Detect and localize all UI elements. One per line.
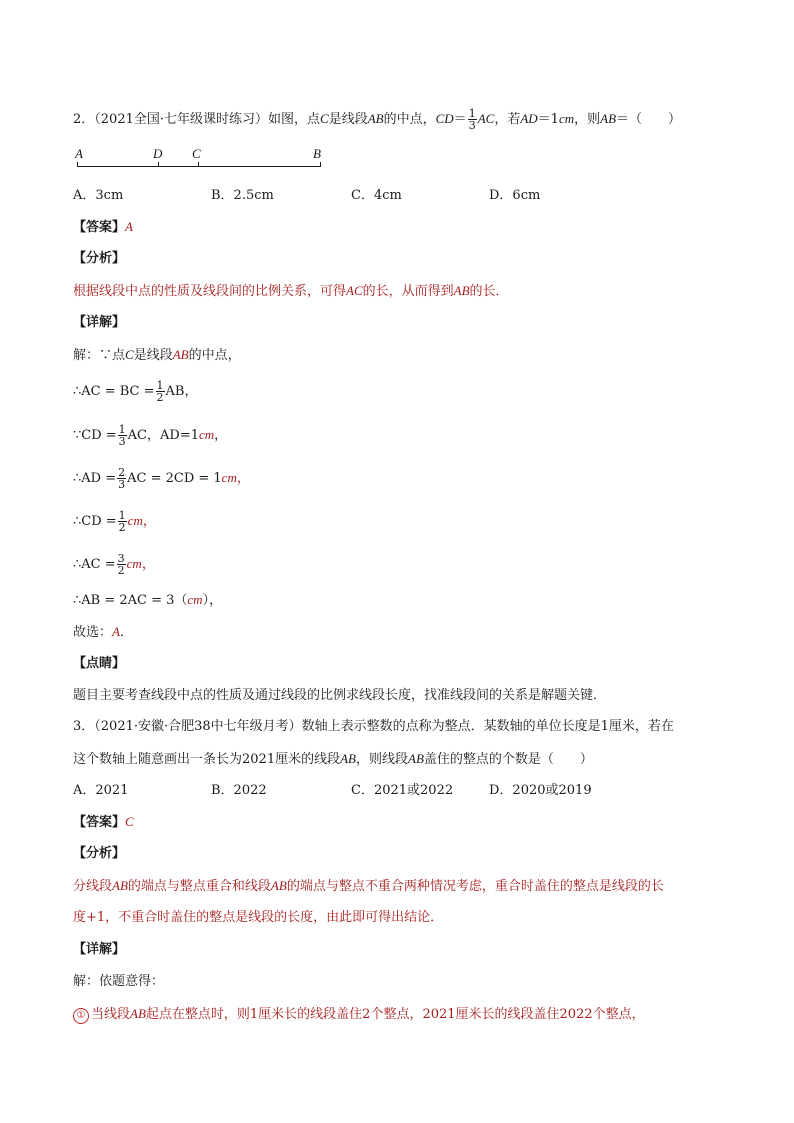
- text: 这个数轴上随意画出一条长为2021厘米的线段: [73, 752, 341, 767]
- text: AB，: [165, 384, 198, 399]
- q2-comment: 题目主要考查线段中点的性质及通过线段的比例求线段长度，找准线段间的关系是解题关键．: [73, 688, 607, 703]
- fraction: [118, 424, 127, 447]
- point-c-label: C: [192, 146, 201, 161]
- point-a-label: A: [75, 146, 83, 161]
- q2-option-b: B．2.5cm: [211, 188, 274, 203]
- text: ＝: [453, 112, 467, 127]
- var: CD: [435, 111, 454, 126]
- text: 的中点，: [383, 112, 436, 127]
- var: AB: [112, 878, 128, 893]
- unit: cm: [127, 513, 143, 528]
- text: 的长，从而得到: [362, 284, 454, 299]
- comment-tag: 【点睛】: [73, 656, 126, 671]
- q3-analysis-2: 度+1，不重合时盖住的整点是线段的长度，由此即可得出结论．: [73, 910, 444, 925]
- q3-analysis-1: [73, 877, 664, 896]
- q2-detail-7: [73, 591, 222, 610]
- text: 的长．: [469, 284, 509, 299]
- q3-option-d: D．2020或2019: [489, 783, 592, 798]
- q3-option-c: C．2021或2022: [351, 783, 454, 798]
- circled-number-one: ①: [73, 1008, 89, 1024]
- text: AC，: [127, 428, 161, 443]
- text: ∴AC = BC =: [73, 384, 155, 399]
- text: ，: [142, 514, 156, 529]
- q2-detail-4: [73, 467, 250, 490]
- text: 如图，点: [268, 112, 321, 127]
- tick-d: [158, 162, 159, 167]
- fraction: [117, 467, 126, 490]
- var: AB: [172, 347, 189, 362]
- text: 是线段: [133, 348, 173, 363]
- analysis-tag: 【分析】: [73, 251, 126, 266]
- q3-stem-1: 3．（2021·安徽·合肥38中七年级月考）数轴上表示整数的点称为整点．某数轴的单位长度是1厘米，若在: [73, 719, 674, 734]
- denominator: 2: [118, 521, 126, 534]
- numerator: 1: [468, 107, 476, 120]
- text: ＝（ ）: [616, 112, 682, 127]
- var: C: [320, 111, 329, 126]
- denominator: 2: [117, 564, 125, 577]
- text: 根据线段中点的性质及线段间的比例关系，可得: [73, 284, 347, 299]
- denominator: 3: [118, 478, 126, 491]
- tick-a: [77, 162, 78, 167]
- analysis-tag: 【分析】: [73, 846, 126, 861]
- unit: cm: [221, 470, 237, 485]
- text: AC = 2CD = 1: [127, 471, 222, 486]
- text: AD=1: [160, 428, 199, 443]
- q2-option-c: C．4cm: [351, 188, 402, 203]
- q3-detail-1: 解：依题意得：: [73, 974, 165, 989]
- q2-detail-1: [73, 346, 241, 365]
- var: AD: [520, 111, 538, 126]
- answer-tag: 【答案】: [73, 815, 126, 830]
- var: AB: [408, 751, 424, 766]
- numerator: 2: [118, 466, 126, 479]
- var: A: [112, 624, 120, 639]
- q2-analysis: [73, 282, 509, 301]
- text: 是线段: [328, 112, 368, 127]
- q2-detail-8: [73, 623, 133, 642]
- q3-option-b: B．2022: [211, 783, 267, 798]
- q2-source: （2021全国·七年级课时练习）: [94, 112, 268, 127]
- q2-answer: [73, 218, 133, 237]
- tick-b: [320, 162, 321, 167]
- q2-detail-2: [73, 380, 197, 403]
- q3-answer: [73, 813, 134, 832]
- text: 当线段: [91, 1007, 131, 1022]
- denominator: 3: [468, 119, 476, 132]
- var: AB: [453, 283, 470, 298]
- text: ），: [202, 593, 223, 608]
- tick-c: [198, 162, 199, 167]
- answer-value: A: [125, 219, 133, 234]
- text: ∴AD =: [73, 471, 117, 486]
- answer-value: C: [125, 814, 134, 829]
- text: ∴AB = 2AC = 3（: [73, 593, 188, 608]
- var: AB: [130, 1006, 146, 1021]
- q2-option-d: D．6cm: [489, 188, 541, 203]
- var: AC: [346, 283, 363, 298]
- var: AB: [600, 111, 617, 126]
- var: C: [125, 347, 134, 362]
- q2-number: 2．: [73, 112, 95, 127]
- point-d-label: D: [153, 146, 163, 161]
- text: 解：∵点: [73, 348, 126, 363]
- text: ，: [236, 471, 250, 486]
- var: AB: [367, 111, 384, 126]
- text: 的中点，: [188, 348, 241, 363]
- fraction: [117, 553, 126, 576]
- q2-detail-3: [73, 424, 227, 447]
- var: AB: [270, 878, 287, 893]
- var: AB: [340, 751, 356, 766]
- text: ，: [141, 557, 155, 572]
- text: ，若: [494, 112, 521, 127]
- text: 的端点与整点重合和线段: [127, 879, 271, 894]
- q3-stem-2: [73, 750, 593, 769]
- denominator: 2: [156, 391, 164, 404]
- denominator: 3: [118, 435, 126, 448]
- text: ∴CD =: [73, 514, 117, 529]
- text: 的端点与整点不重合两种情况考虑，重合时盖住的整点是线段的长: [286, 879, 664, 894]
- unit: cm: [126, 556, 142, 571]
- unit: cm: [199, 427, 215, 442]
- answer-tag: 【答案】: [73, 220, 126, 235]
- unit: cm: [558, 111, 575, 126]
- q2-options: [73, 187, 540, 205]
- numerator: 1: [156, 379, 164, 392]
- text: 分线段: [73, 879, 113, 894]
- var: AC: [477, 111, 495, 126]
- text: 起点在整点时，则1厘米长的线段盖住2个整点，2021厘米长的线段盖住2022个整点，: [145, 1007, 645, 1022]
- detail-tag: 【详解】: [73, 315, 126, 330]
- detail-tag: 【详解】: [73, 942, 126, 957]
- text: ，则线段: [355, 752, 408, 767]
- segment-figure: [73, 146, 333, 170]
- fraction: [156, 380, 165, 403]
- text: ．: [119, 625, 133, 640]
- text: 盖住的整点的个数是（ ）: [423, 752, 593, 767]
- q2-stem: [73, 108, 681, 131]
- numerator: 1: [118, 423, 126, 436]
- numerator: 3: [117, 552, 125, 565]
- q3-option-a: A．2021: [73, 783, 129, 798]
- q2-option-a: A．3cm: [73, 188, 124, 203]
- q3-detail-2: [73, 1005, 645, 1024]
- unit: cm: [187, 592, 203, 607]
- text: ∴AC =: [73, 557, 116, 572]
- text: ，: [214, 428, 228, 443]
- text: ，则: [574, 112, 601, 127]
- q2-detail-5: [73, 510, 156, 533]
- q3-options: [73, 782, 592, 800]
- fraction: [468, 108, 477, 131]
- text: 故选：: [73, 625, 113, 640]
- q2-detail-6: [73, 553, 155, 576]
- numerator: 1: [118, 509, 126, 522]
- text: ＝1: [537, 112, 559, 127]
- fraction: [118, 510, 127, 533]
- point-b-label: B: [313, 146, 321, 161]
- text: ∵CD =: [73, 428, 117, 443]
